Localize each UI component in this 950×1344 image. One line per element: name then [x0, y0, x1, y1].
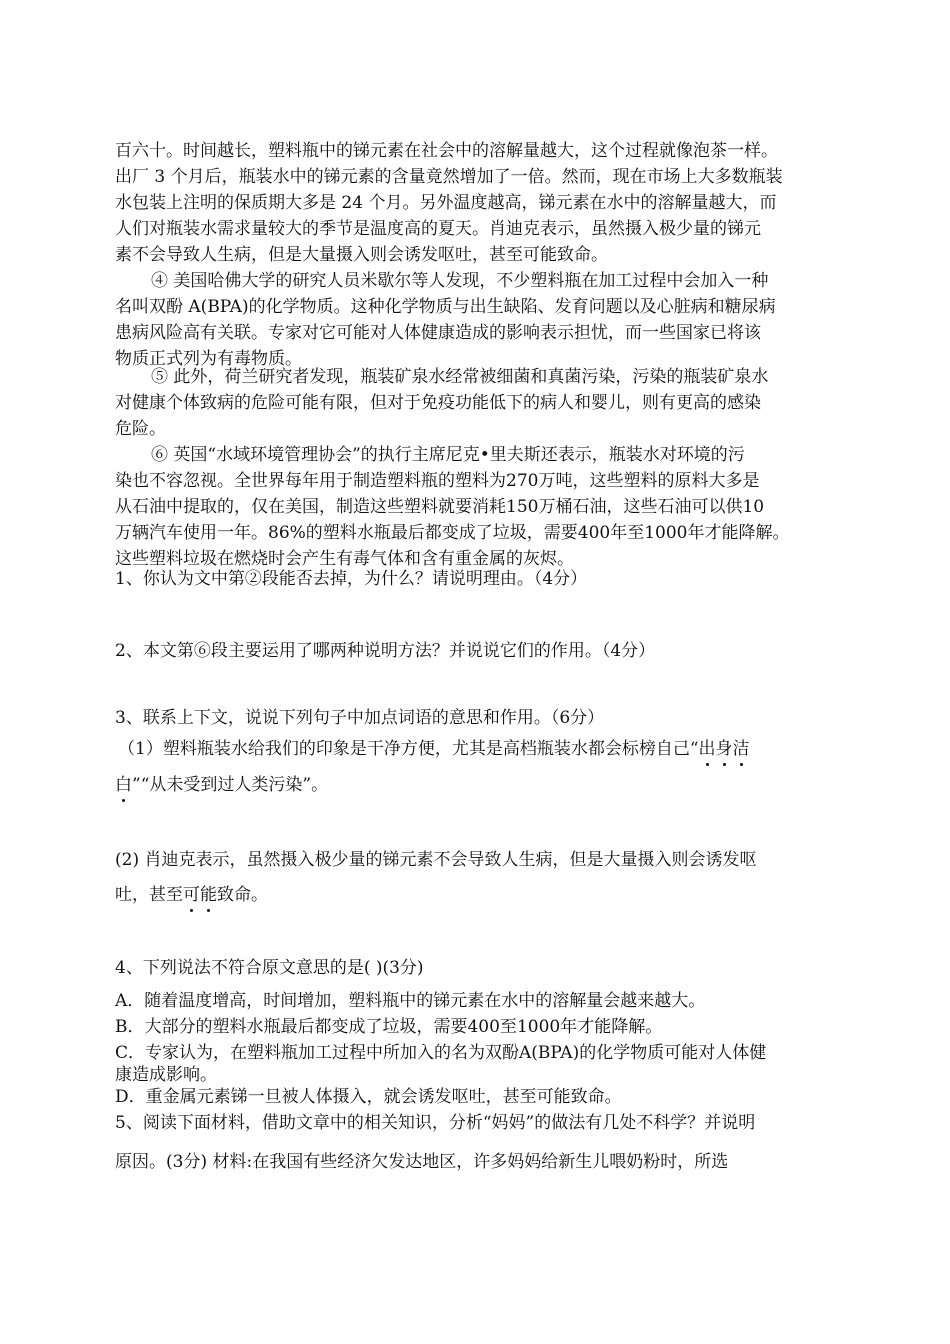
paragraph-5-line-1: ⑤ 此外，荷兰研究者发现，瓶装矿泉水经常被细菌和真菌污染，污染的瓶装矿泉水: [151, 367, 769, 387]
question-5-line-2: 原因。(3分) 材料:在我国有些经济欠发达地区，许多妈妈给新生儿喂奶粉时，所选: [115, 1152, 729, 1172]
paragraph-4-line-2: 名叫双酚 A(BPA)的化学物质。这种化学物质与出生缺陷、发育问题以及心脏病和糖尿病: [115, 297, 776, 317]
question-1: 1、你认为文中第②段能否去掉，为什么？请说明理由。（4分）: [115, 569, 588, 589]
paragraph-3-line-5: 素不会导致人生病，但是大量摄入则会诱发呕吐，甚至可能致命。: [115, 245, 608, 265]
emphasized-char: 白: [115, 770, 132, 795]
question-4-option-d: D．重金属元素锑一旦被人体摄入，就会诱发呕吐，甚至可能致命。: [115, 1087, 622, 1107]
question-3-stem: 3、联系上下文，说说下列句子中加点词语的意思和作用。（6分）: [115, 708, 605, 728]
question-3-sentence-1-line-2: [115, 770, 328, 795]
paragraph-6-line-5: 这些塑料垃圾在燃烧时会产生有毒气体和含有重金属的灰烬。: [115, 549, 574, 569]
paragraph-4-line-3: 患病风险高有关联。专家对它可能对人体健康造成的影响表示担忧，而一些国家已将该: [115, 323, 761, 343]
paragraph-5-line-3: 危险。: [115, 419, 166, 439]
question-3-sentence-1-line-1: [118, 734, 750, 759]
paragraph-4-line-1: ④ 美国哈佛大学的研究人员米歇尔等人发现，不少塑料瓶在加工过程中会加入一种: [151, 271, 769, 291]
question-5-line-1: 5、阅读下面材料，借助文章中的相关知识，分析“妈妈”的做法有几处不科学？并说明: [115, 1113, 756, 1133]
emphasized-char: 可: [183, 880, 200, 905]
question-4-stem: 4、下列说法不符合原文意思的是( )(3分): [115, 958, 424, 978]
paragraph-6-line-1: ⑥ 英国“水域环境管理协会”的执行主席尼克•里夫斯还表示，瓶装水对环境的污: [151, 445, 745, 465]
emphasized-char: 能: [200, 880, 217, 905]
emphasized-char: 出: [699, 734, 716, 759]
paragraph-3-line-1: 百六十。时间越长，塑料瓶中的锑元素在社会中的溶解量越大，这个过程就像泡茶一样。: [115, 141, 778, 161]
paragraph-6-line-2: 染也不容忽视。全世界每年用于制造塑料瓶的塑料为270万吨，这些塑料的原料大多是: [115, 471, 760, 491]
sentence-2-text-end: 致命。: [217, 885, 268, 905]
sentence-1-text: （1）塑料瓶装水给我们的印象是干净方便，尤其是高档瓶装水都会标榜自己“: [118, 739, 699, 759]
emphasized-char: 洁: [733, 734, 750, 759]
question-2: 2、本文第⑥段主要运用了哪两种说明方法？并说说它们的作用。（4分）: [115, 641, 656, 661]
sentence-1-text-end: ”“从未受到过人类污染”。: [132, 775, 329, 795]
paragraph-6-line-4: 万辆汽车使用一年。86%的塑料水瓶最后都变成了垃圾，需要400年至1000年才能降解。: [115, 523, 790, 543]
question-3-sentence-2-line-1: (2) 肖迪克表示，虽然摄入极少量的锑元素不会导致人生病，但是大量摄入则会诱发呕: [115, 850, 757, 870]
sentence-2-text: 吐，甚至: [115, 885, 183, 905]
paragraph-4-line-4: 物质正式列为有毒物质。: [115, 349, 302, 369]
paragraph-6-line-3: 从石油中提取的，仅在美国，制造这些塑料就要消耗150万桶石油，这些石油可以供10: [115, 497, 765, 517]
emphasized-char: 身: [716, 734, 733, 759]
question-3-sentence-2-line-2: [115, 880, 268, 905]
paragraph-3-line-4: 人们对瓶装水需求量较大的季节是温度高的夏天。肖迪克表示，虽然摄入极少量的锑元: [115, 219, 761, 239]
question-4-option-c-line-2: 康造成影响。: [115, 1065, 217, 1085]
question-4-option-a: A．随着温度增高，时间增加，塑料瓶中的锑元素在水中的溶解量会越来越大。: [115, 991, 706, 1011]
question-4-option-c-line-1: C．专家认为，在塑料瓶加工过程中所加入的名为双酚A(BPA)的化学物质可能对人体健: [115, 1043, 767, 1063]
paragraph-3-line-2: 出厂 3 个月后，瓶装水中的锑元素的含量竟然增加了一倍。然而，现在市场上大多数瓶装: [115, 167, 783, 187]
paragraph-3-line-3: 水包装上注明的保质期大多是 24 个月。另外温度越高，锑元素在水中的溶解量越大，而: [115, 193, 777, 213]
paragraph-5-line-2: 对健康个体致病的危险可能有限，但对于免疫功能低下的病人和婴儿，则有更高的感染: [115, 393, 761, 413]
question-4-option-b: B．大部分的塑料水瓶最后都变成了垃圾，需要400至1000年才能降解。: [115, 1017, 663, 1037]
